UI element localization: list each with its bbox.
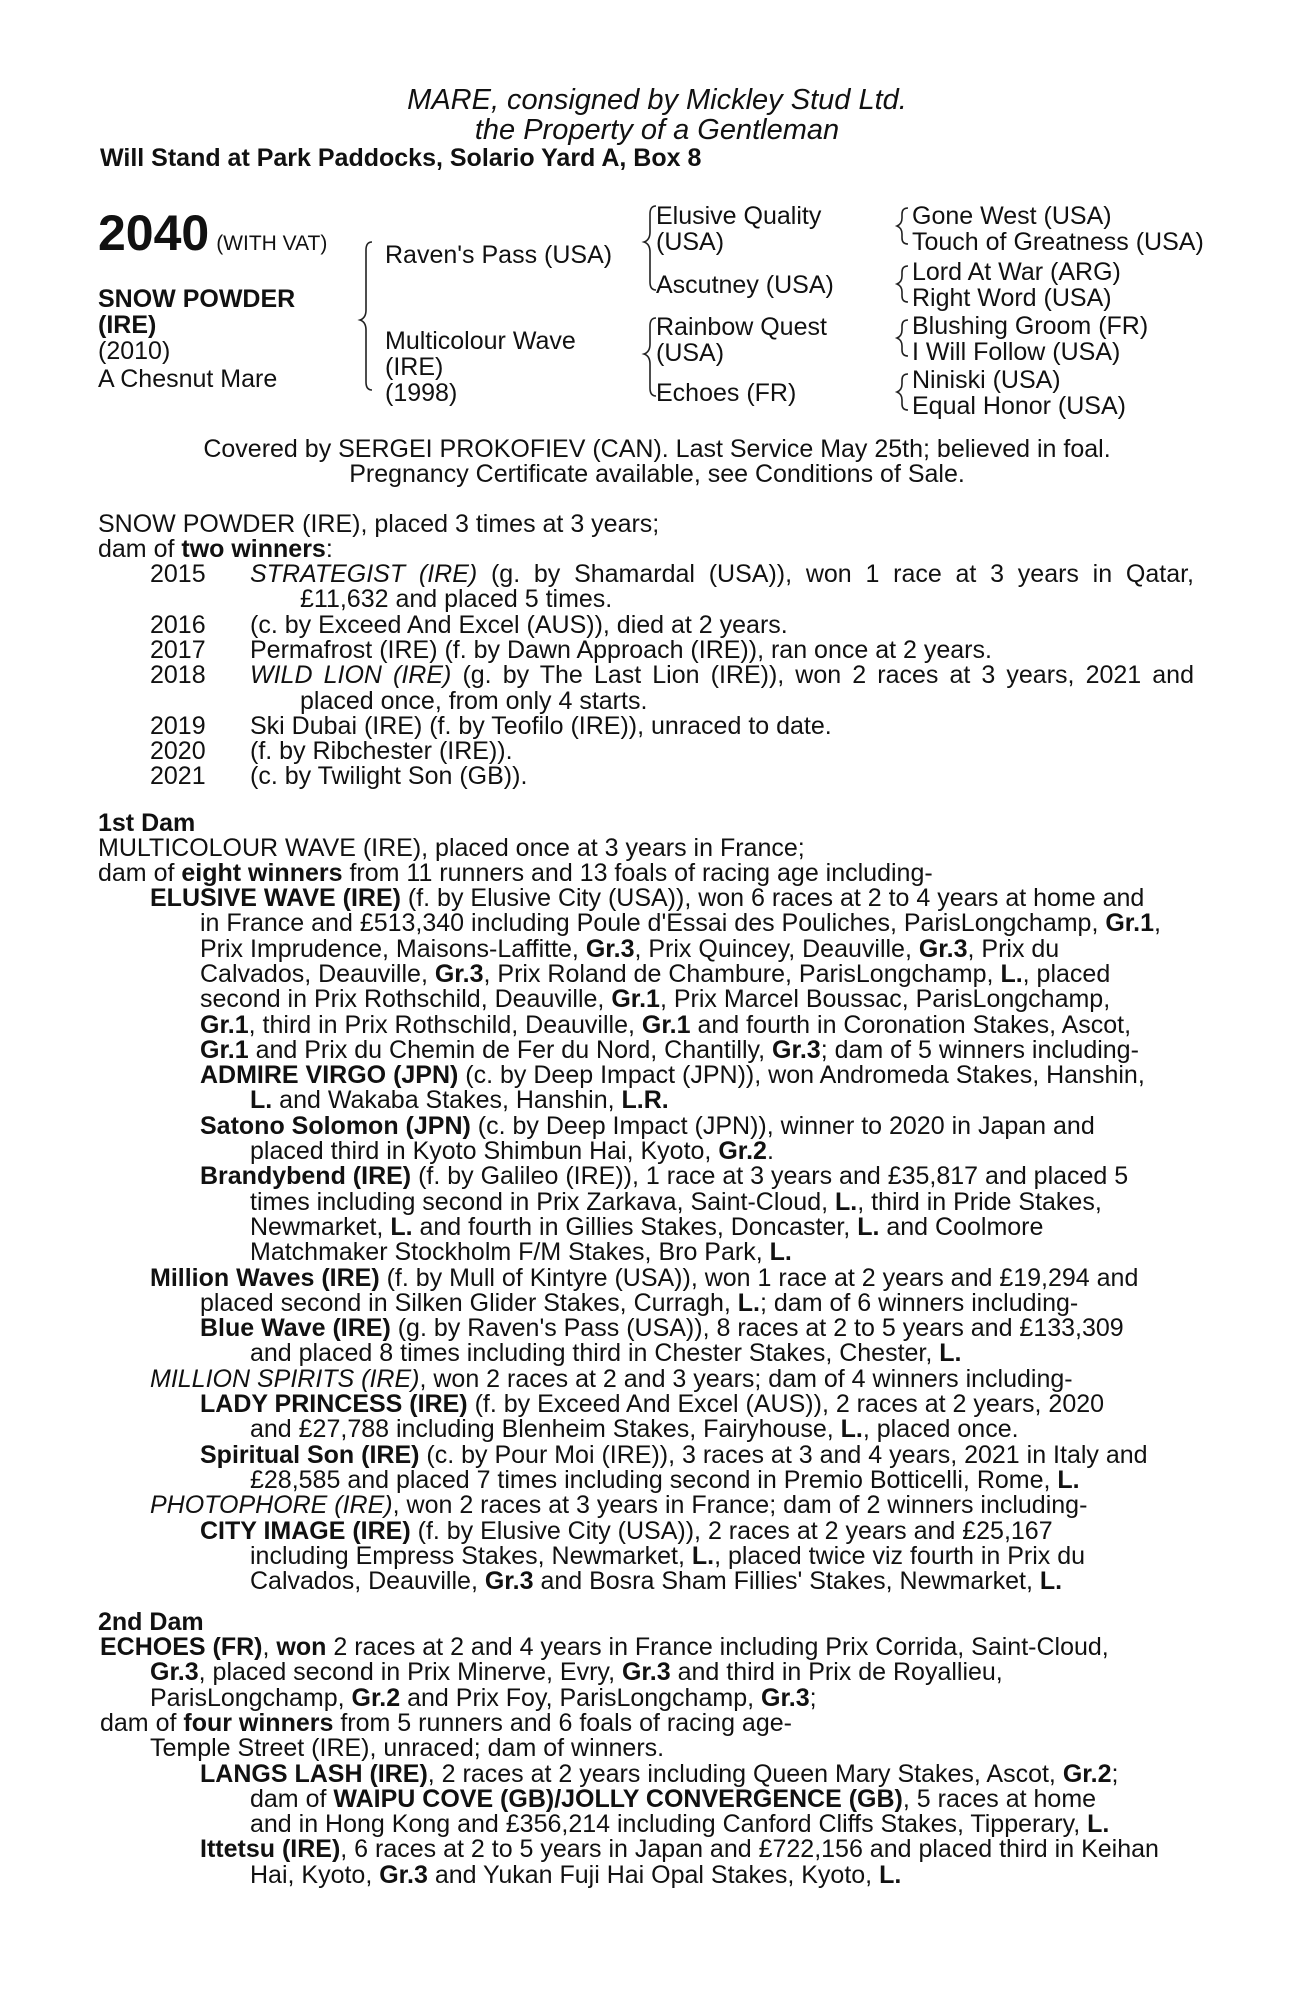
record-line [100, 1708, 1194, 1737]
record-line [250, 1187, 1194, 1216]
record-text: and Prix du Chemin de Fer du Nord, Chantilly, [248, 1035, 773, 1064]
produce-year: 2015 [150, 560, 206, 588]
pedigree-g3-3: Lord At War (ARG) [912, 258, 1121, 286]
record-text: second in Prix Rothschild, Deauville, [200, 985, 612, 1014]
first-dam-intro: MULTICOLOUR WAVE (IRE), placed once at 3 years in France; [98, 834, 805, 862]
record-text: , Prix Quincey, Deauville, [634, 934, 919, 963]
record-line [150, 1364, 1194, 1393]
bold-text: L. [857, 1212, 880, 1241]
record-text: . [766, 1137, 774, 1165]
bold-text: Gr.1 [200, 1010, 249, 1039]
record-text: Prix Imprudence, Maisons-Laffitte, [200, 934, 586, 963]
pedigree-sire-dam: Ascutney (USA) [656, 271, 834, 299]
record-text: in France and £513,340 including Poule d'Essai des Pouliches, ParisLongchamp, [200, 909, 1106, 938]
pedigree-g3-7: Niniski (USA) [912, 366, 1061, 394]
covering-note: Covered by SERGEI PROKOFIEV (CAN). Last Service May 25th; believed in foal. [203, 435, 1111, 463]
bold-text: ADMIRE VIRGO (JPN) [200, 1061, 459, 1090]
record-line [250, 1541, 1194, 1570]
horse-description: A Chesnut Mare [98, 365, 278, 393]
record-text: , 6 races at 2 to 5 years in Japan and £722,156 and placed third in Keihan [340, 1835, 1159, 1864]
produce-year: 2020 [150, 737, 206, 766]
record-line [200, 1316, 1194, 1342]
bold-text: Ittetsu (IRE) [200, 1835, 341, 1864]
record-text: , [1154, 909, 1161, 938]
bold-text: LADY PRINCESS (IRE) [200, 1390, 468, 1418]
bold-text: L. [835, 1187, 858, 1216]
property-line: the Property of a Gentleman [474, 114, 840, 146]
record-text: (f. by Elusive City (USA)), 2 races at 2 years and £25,167 [410, 1516, 1053, 1545]
record-line [150, 886, 1194, 912]
bold-text: L. [737, 1288, 760, 1317]
record-text: , placed once. [862, 1415, 1019, 1444]
bold-text: L. [840, 1415, 863, 1444]
record-text: Calvados, Deauville, [250, 1567, 485, 1596]
second-dam-heading: 2nd Dam [98, 1608, 204, 1636]
produce-summary-prefix: dam of [98, 535, 182, 563]
bold-text: Million Waves (IRE) [150, 1263, 380, 1292]
produce-entry [250, 739, 1194, 765]
bold-text: L. [879, 1860, 902, 1889]
record-line [200, 1516, 1194, 1545]
bold-text: Spiritual Son (IRE) [200, 1440, 420, 1469]
record-text: times including second in Prix Zarkava, Saint-Cloud, [250, 1187, 835, 1216]
produce-entry [250, 764, 1194, 790]
record-text: , placed twice viz fourth in Prix du [714, 1541, 1086, 1570]
produce-year: 2019 [150, 711, 206, 740]
pedigree-sire: Raven's Pass (USA) [385, 241, 613, 269]
record-text: dam of [250, 1784, 334, 1813]
bold-text: Brandybend (IRE) [200, 1162, 412, 1191]
bold-text: Gr.3 [484, 1567, 534, 1596]
record-text: 2 races at 2 and 4 years in France including Prix Corrida, Saint-Cloud, [326, 1633, 1109, 1661]
record-text: £28,585 and placed 7 times including second in Premio Botticelli, Rome, [250, 1465, 1058, 1494]
bold-text: Gr.3 [150, 1658, 199, 1687]
produce-foal-name: STRATEGIST (IRE) [250, 560, 478, 588]
location-line: Will Stand at Park Paddocks, Solario Yard A, Box 8 [100, 144, 702, 172]
foaling-year: (2010) [98, 337, 171, 365]
record-line [150, 1263, 1194, 1292]
record-line [250, 1860, 1194, 1889]
record-line [200, 1010, 1194, 1039]
produce-summary-count: two winners [181, 535, 326, 563]
bold-text: L. [390, 1212, 413, 1241]
record-line [200, 1111, 1194, 1140]
produce-year: 2018 [150, 661, 206, 690]
pedigree-g3-1: Gone West (USA) [912, 202, 1112, 230]
produce-foal-details: (c. by Twilight Son (GB)). [250, 762, 528, 791]
produce-foal-details: (f. by Ribchester (IRE)). [250, 737, 513, 766]
record-text: ; [1111, 1759, 1119, 1788]
bold-text: L.R. [621, 1086, 669, 1115]
pedigree-g3-6: I Will Follow (USA) [912, 338, 1121, 366]
record-text: , 2 races at 2 years including Queen Mary Stakes, Ascot, [427, 1759, 1063, 1788]
record-text: (c. by Deep Impact (JPN)), won Andromeda Stakes, Hanshin, [458, 1061, 1145, 1090]
italic-name: MILLION SPIRITS (IRE) [150, 1364, 420, 1393]
bold-text: Gr.1 [200, 1035, 249, 1064]
vat-note: (WITH VAT) [216, 232, 328, 255]
first-dam-summary-suffix: from 11 runners and 13 foals of racing age including- [342, 859, 933, 887]
record-line [250, 1465, 1194, 1494]
record-line [250, 1417, 1194, 1443]
bold-text: L. [250, 1086, 273, 1115]
record-line [100, 1635, 1194, 1661]
pedigree-dam-year: (1998) [385, 379, 458, 407]
horse-name: SNOW POWDER [98, 285, 296, 313]
record-line [200, 934, 1194, 963]
bold-text: Gr.3 [918, 934, 968, 963]
produce-entry [250, 562, 1194, 588]
pedigree-dam-dam: Echoes (FR) [656, 379, 797, 407]
first-dam-summary-count: eight winners [181, 859, 343, 887]
bold-text: L. [691, 1541, 715, 1570]
first-dam-summary-prefix: dam of [98, 859, 182, 887]
first-dam-summary [98, 861, 933, 887]
produce-entry-continuation: placed once, from only 4 starts. [300, 686, 648, 715]
record-text: (c. by Deep Impact (JPN)), winner to 2020 in Japan and [470, 1111, 1095, 1140]
record-text: Matchmaker Stockholm F/M Stakes, Bro Park, [250, 1238, 770, 1267]
record-line [250, 1784, 1194, 1813]
record-line [200, 1392, 1194, 1418]
record-text: , 5 races at home [902, 1784, 1097, 1813]
record-text: and placed 8 times including third in Chester Stakes, Chester, [250, 1339, 940, 1368]
pedigree-g3-2: Touch of Greatness (USA) [912, 228, 1204, 256]
bold-text: four winners [183, 1708, 334, 1737]
first-dam-heading: 1st Dam [98, 809, 196, 837]
record-text: and fourth in Gillies Stakes, Doncaster, [412, 1212, 858, 1241]
bold-text: CITY IMAGE (IRE) [200, 1516, 411, 1545]
lot-number: 2040 [98, 205, 210, 261]
bold-text: Gr.3 [434, 959, 484, 988]
produce-entry [250, 610, 1194, 639]
record-text: , Prix Roland de Chambure, ParisLongchamp, [483, 959, 1001, 988]
record-text: and fourth in Coronation Stakes, Ascot, [690, 1010, 1132, 1039]
record-text: , Prix Marcel Boussac, ParisLongchamp, [659, 985, 1111, 1014]
record-text: and £27,788 including Blenheim Stakes, Fairyhouse, [250, 1415, 841, 1444]
produce-year: 2021 [150, 762, 206, 791]
record-text: Newmarket, [250, 1212, 391, 1241]
produce-foal-details: Permafrost (IRE) (f. by Dawn Approach (IRE)), ran once at 2 years. [250, 635, 992, 664]
record-text: (f. by Exceed And Excel (AUS)), 2 races at 2 years, 2020 [467, 1390, 1105, 1418]
bold-text: Gr.3 [585, 934, 635, 963]
bold-text: Gr.2 [351, 1683, 401, 1712]
record-line [150, 1736, 1194, 1762]
record-line [200, 1035, 1194, 1064]
produce-entry-continuation: £11,632 and placed 5 times. [300, 585, 613, 614]
record-text: including Empress Stakes, Newmarket, [250, 1541, 692, 1570]
record-text: and in Hong Kong and £356,214 including Canford Cliffs Stakes, Tipperary, [250, 1810, 1088, 1839]
record-text: ; dam of 6 winners including- [760, 1288, 1079, 1317]
record-text: ; [809, 1683, 817, 1712]
produce-entry [250, 663, 1194, 689]
record-text: , placed second in Prix Minerve, Evry, [198, 1658, 622, 1687]
bold-text: WAIPU COVE (GB)/JOLLY CONVERGENCE (GB) [333, 1784, 903, 1813]
record-line [200, 1759, 1194, 1788]
record-line [250, 1240, 1194, 1266]
record-text: Temple Street (IRE), unraced; dam of winners. [150, 1734, 665, 1763]
bold-text: ECHOES (FR) [100, 1633, 263, 1661]
record-text: and Prix Foy, ParisLongchamp, [400, 1683, 761, 1712]
record-text: (f. by Galileo (IRE)), 1 race at 3 years and £35,817 and placed 5 [411, 1162, 1129, 1191]
bold-text: Gr.1 [1105, 909, 1155, 938]
record-text: ParisLongchamp, [150, 1683, 352, 1712]
pedigree-sire-sire: Elusive Quality [656, 202, 822, 230]
produce-intro: SNOW POWDER (IRE), placed 3 times at 3 years; [98, 510, 660, 538]
produce-year: 2017 [150, 635, 206, 664]
produce-foal-name: WILD LION (IRE) [250, 661, 452, 690]
record-line [200, 1164, 1194, 1190]
bold-text: Gr.1 [611, 985, 660, 1014]
bold-text: Blue Wave (IRE) [200, 1314, 391, 1343]
bold-text: Gr.1 [641, 1010, 691, 1039]
bold-text: Gr.3 [772, 1035, 821, 1064]
bold-text: L. [1000, 959, 1023, 988]
produce-summary [98, 537, 333, 563]
record-line [150, 1660, 1194, 1686]
bold-text: L. [939, 1339, 962, 1368]
record-text: and Yukan Fuji Hai Opal Stakes, Kyoto, [427, 1860, 880, 1889]
record-text: (f. by Mull of Kintyre (USA)), won 1 race at 2 years and £19,294 and [379, 1263, 1139, 1292]
pedigree-g3-8: Equal Honor (USA) [912, 392, 1126, 420]
record-line [250, 1569, 1194, 1595]
record-line [200, 1063, 1194, 1089]
record-text: , [262, 1633, 277, 1661]
record-line [200, 1288, 1194, 1317]
produce-entry [250, 711, 1194, 740]
bold-text: Gr.2 [718, 1137, 767, 1165]
bold-text: Satono Solomon (JPN) [200, 1111, 471, 1140]
record-text: dam of [100, 1708, 184, 1737]
record-text: Calvados, Deauville, [200, 959, 435, 988]
record-text: , third in Prix Rothschild, Deauville, [248, 1010, 642, 1039]
produce-summary-suffix: : [325, 535, 333, 563]
record-line [200, 1837, 1194, 1863]
record-line [150, 1683, 1194, 1712]
horse-origin: (IRE) [98, 311, 157, 339]
record-text: , won 2 races at 2 and 3 years; dam of 4 winners including- [419, 1364, 1073, 1393]
record-line [250, 1812, 1194, 1838]
record-line [200, 911, 1194, 937]
record-text: , Prix du [967, 934, 1060, 963]
record-text: ; dam of 5 winners including- [820, 1035, 1139, 1064]
bold-text: Gr.3 [621, 1658, 671, 1687]
pedigree-dam-sire-origin: (USA) [656, 339, 725, 367]
pregnancy-note: Pregnancy Certificate available, see Conditions of Sale. [349, 460, 965, 488]
pedigree-g3-5: Blushing Groom (FR) [912, 312, 1149, 340]
bold-text: Gr.2 [1062, 1759, 1112, 1788]
bold-text: L. [1039, 1567, 1063, 1596]
record-line [200, 987, 1194, 1013]
record-text: (c. by Pour Moi (IRE)), 3 races at 3 and 4 years, 2021 in Italy and [419, 1440, 1148, 1469]
record-line [250, 1341, 1194, 1367]
bold-text: Gr.3 [761, 1683, 810, 1712]
record-text: and Coolmore [879, 1212, 1044, 1241]
produce-foal-details: (g. by Shamardal (USA)), won 1 race at 3 years in Qatar, [477, 560, 1194, 588]
produce-foal-details: Ski Dubai (IRE) (f. by Teofilo (IRE)), unraced to date. [250, 711, 832, 740]
record-text: and third in Prix de Royallieu, [670, 1658, 1003, 1687]
record-text: placed second in Silken Glider Stakes, Curragh, [200, 1288, 738, 1317]
record-line [150, 1493, 1194, 1519]
bold-text: Gr.3 [379, 1860, 428, 1889]
bold-text: won [276, 1633, 327, 1661]
record-line [200, 959, 1194, 988]
pedigree-g3-4: Right Word (USA) [912, 284, 1112, 312]
bold-text: L. [1057, 1465, 1080, 1494]
record-text: , won 2 races at 3 years in France; dam of 2 winners including- [392, 1491, 1088, 1520]
produce-foal-details: (c. by Exceed And Excel (AUS)), died at 2 years. [250, 610, 788, 639]
record-text: placed third in Kyoto Shimbun Hai, Kyoto, [250, 1137, 719, 1165]
record-text: (g. by Raven's Pass (USA)), 8 races at 2 to 5 years and £133,309 [390, 1314, 1124, 1343]
bold-text: L. [769, 1238, 792, 1267]
record-line [250, 1088, 1194, 1114]
record-text: , third in Pride Stakes, [857, 1187, 1102, 1216]
bold-text: ELUSIVE WAVE (IRE) [150, 884, 401, 912]
italic-name: PHOTOPHORE (IRE) [150, 1491, 393, 1520]
record-text: and Wakaba Stakes, Hanshin, [272, 1086, 622, 1115]
bold-text: L. [1087, 1810, 1110, 1839]
consignor-line: MARE, consigned by Mickley Stud Ltd. [407, 84, 907, 116]
record-text: and Bosra Sham Fillies' Stakes, Newmarket, [533, 1567, 1040, 1596]
record-text: from 5 runners and 6 foals of racing age- [333, 1708, 792, 1737]
pedigree-dam-origin: (IRE) [385, 353, 444, 381]
bold-text: LANGS LASH (IRE) [200, 1759, 428, 1788]
pedigree-dam-name: Multicolour Wave [385, 327, 576, 355]
record-line [250, 1139, 1194, 1165]
produce-entry [250, 635, 1194, 664]
pedigree-sire-sire-origin: (USA) [656, 228, 725, 256]
record-text: , placed [1022, 959, 1111, 988]
pedigree-dam-sire: Rainbow Quest [656, 313, 827, 341]
produce-year: 2016 [150, 610, 206, 639]
record-line [250, 1212, 1194, 1241]
record-text: Hai, Kyoto, [250, 1860, 380, 1889]
record-line [200, 1440, 1194, 1469]
record-text: (f. by Elusive City (USA)), won 6 races at 2 to 4 years at home and [400, 884, 1145, 912]
produce-foal-details: (g. by The Last Lion (IRE)), won 2 races at 3 years, 2021 and [451, 661, 1194, 690]
